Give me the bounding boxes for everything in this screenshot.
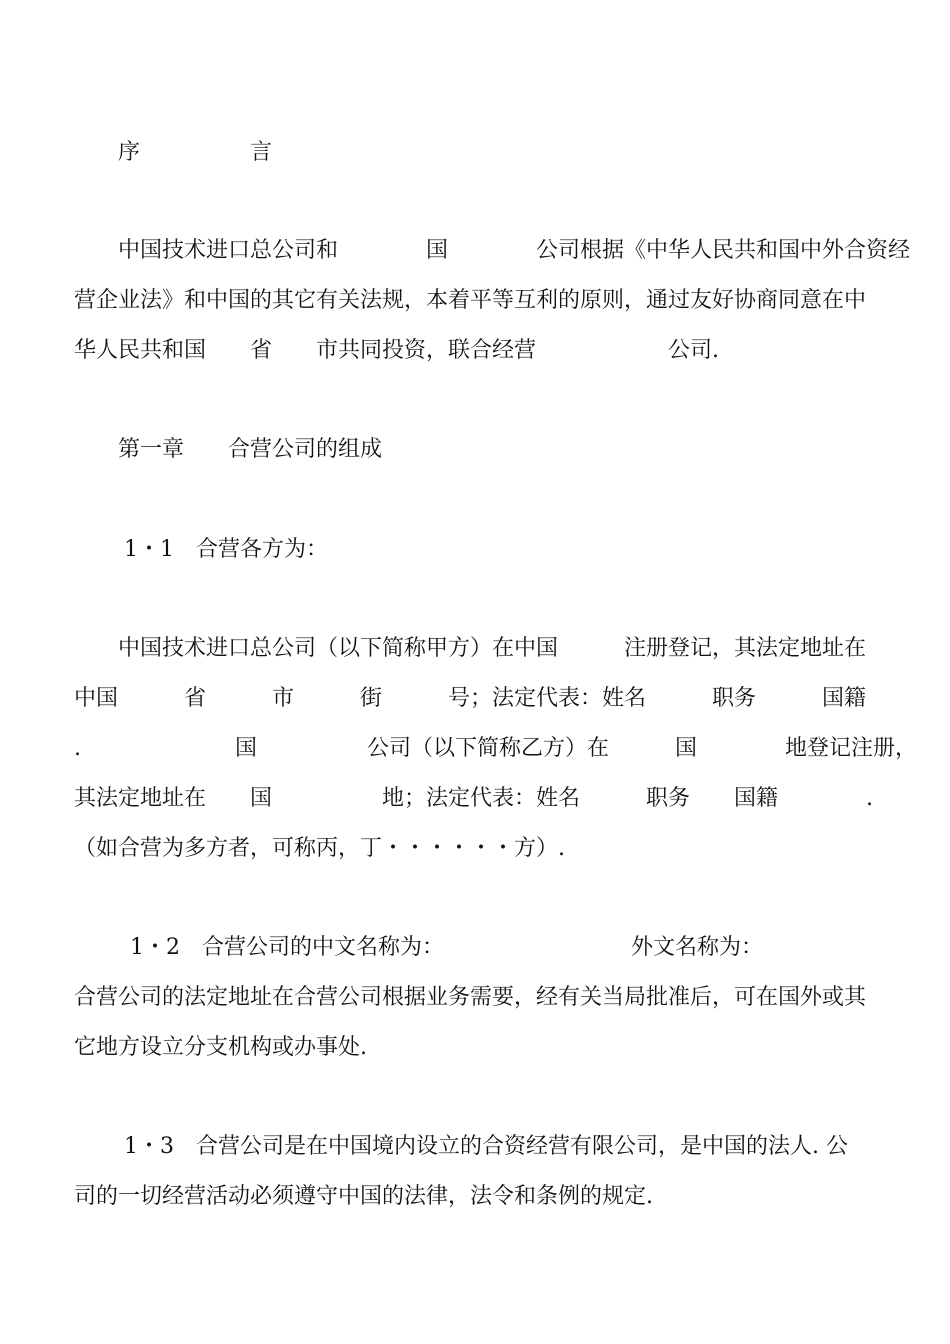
chapter-1-heading: 第一章 合营公司的组成	[118, 437, 383, 462]
clause-1-2-line-3: 它地方设立分支机构或办事处.	[74, 1035, 367, 1060]
clause-1-1-heading: 1・1 合营各方为：	[124, 537, 328, 562]
clause-1-1-line-1: 中国技术进口总公司（以下简称甲方）在中国 注册登记，其法定地址在	[118, 636, 867, 661]
clause-1-3-line-1: 1・3 合营公司是在中国境内设立的合资经营有限公司，是中国的法人. 公	[124, 1134, 848, 1159]
clause-1-1-line-5: （如合营为多方者，可称丙，丁・・・・・・方）.	[74, 836, 565, 861]
preface-heading: 序 言	[118, 140, 273, 165]
clause-1-2-line-2: 合营公司的法定地址在合营公司根据业务需要，经有关当局批准后，可在国外或其	[74, 985, 867, 1010]
preface-line-2: 营企业法》和中国的其它有关法规，本着平等互利的原则，通过友好协商同意在中	[74, 288, 867, 313]
clause-1-3-line-2: 司的一切经营活动必须遵守中国的法律，法令和条例的规定.	[74, 1184, 653, 1209]
clause-1-1-line-2: 中国 省 市 街 号；法定代表：姓名 职务 国籍	[74, 686, 867, 711]
clause-1-2-line-1: 1・2 合营公司的中文名称为： 外文名称为：	[130, 935, 763, 960]
clause-1-1-line-3: . 国 公司（以下简称乙方）在 国 地登记注册，	[74, 736, 917, 761]
preface-line-3: 华人民共和国 省 市共同投资，联合经营 公司.	[74, 338, 719, 363]
preface-line-1: 中国技术进口总公司和 国 公司根据《中华人民共和国中外合资经	[118, 238, 911, 263]
clause-1-1-line-4: 其法定地址在 国 地；法定代表：姓名 职务 国籍 .	[74, 786, 873, 811]
